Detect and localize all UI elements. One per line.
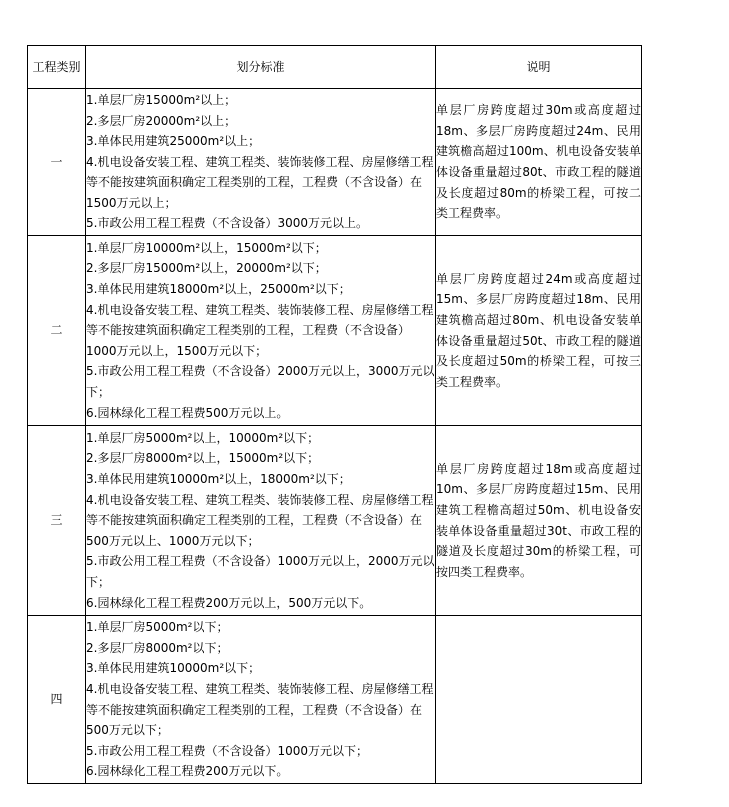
criteria-item: 5.市政公用工程工程费（不含设备）1000万元以上，2000万元以下； [86,554,435,589]
category-cell: 四 [28,616,86,784]
criteria-item: 1.单层厂房10000m²以上，15000m²以下； [86,240,327,255]
criteria-item: 5.市政公用工程工程费（不含设备）1000万元以下； [86,743,368,758]
criteria-item: 6.园林绿化工程工程费500万元以上。 [86,405,289,420]
category-cell: 二 [28,236,86,426]
header-note: 说明 [436,46,642,89]
criteria-item: 1.单层厂房5000m²以上，10000m²以下； [86,430,320,445]
criteria-item: 1.单层厂房15000m²以上； [86,92,237,107]
criteria-item: 4.机电设备安装工程、建筑工程类、装饰装修工程、房屋修缮工程等不能按建筑面积确定工程类别的工程，工程费（不含设备）在500万元以上、1000万元以下； [86,492,434,548]
table-row [28,616,642,784]
header-row [28,46,642,89]
criteria-item: 2.多层厂房8000m²以下； [86,640,229,655]
criteria-item: 2.多层厂房8000m²以上，15000m²以下； [86,451,320,466]
note-cell: 单层厂房跨度超过30m或高度超过18m、多层厂房跨度超过24m、民用建筑檐高超过100m、机电设备安装单体设备重量超过80t、市政工程的隧道及长度超过80m的桥梁工程，可按二类工程费率。 [436,89,642,236]
criteria-item: 6.园林绿化工程工程费200万元以下。 [86,764,289,779]
criteria-cell [86,426,436,616]
criteria-item: 6.园林绿化工程工程费200万元以上，500万元以下。 [86,595,372,610]
criteria-item: 5.市政公用工程工程费（不含设备）3000万元以上。 [86,216,368,231]
category-cell: 一 [28,89,86,236]
classification-table [27,45,642,784]
criteria-item: 1.单层厂房5000m²以下； [86,620,229,635]
criteria-item: 3.单体民用建筑10000m²以下； [86,661,261,676]
header-criteria: 划分标准 [86,46,436,89]
table-row [28,89,642,236]
criteria-cell [86,616,436,784]
table-row [28,236,642,426]
header-category: 工程类别 [28,46,86,89]
criteria-item: 4.机电设备安装工程、建筑工程类、装饰装修工程、房屋修缮工程等不能按建筑面积确定工程类别的工程，工程费（不含设备）在500万元以下； [86,681,434,738]
table-row [28,426,642,616]
criteria-item: 3.单体民用建筑18000m²以上，25000m²以下； [86,282,351,297]
criteria-item: 3.单体民用建筑25000m²以上； [86,134,261,149]
note-cell: 单层厂房跨度超过18m或高度超过10m、多层厂房跨度超过15m、民用建筑工程檐高超过50m、机电设备安装单体设备重量超过30t、市政工程的隧道及长度超过30m的桥梁工程，可按四类工程费率。 [436,426,642,616]
category-cell: 三 [28,426,86,616]
criteria-item: 4.机电设备安装工程、建筑工程类、装饰装修工程、房屋修缮工程等不能按建筑面积确定工程类别的工程，工程费（不含设备）在1500万元以上； [86,154,434,210]
note-cell [436,616,642,784]
criteria-item: 5.市政公用工程工程费（不含设备）2000万元以上，3000万元以下； [86,364,435,399]
criteria-item: 4.机电设备安装工程、建筑工程类、装饰装修工程、房屋修缮工程等不能按建筑面积确定工程类别的工程，工程费（不含设备）1000万元以上，1500万元以下； [86,302,434,358]
criteria-cell [86,236,436,426]
note-cell: 单层厂房跨度超过24m或高度超过15m、多层厂房跨度超过18m、民用建筑檐高超过80m、机电设备安装单体设备重量超过50t、市政工程的隧道及长度超过50m的桥梁工程，可按三类工程费率。 [436,236,642,426]
criteria-item: 2.多层厂房15000m²以上，20000m²以下； [86,261,327,276]
criteria-item: 2.多层厂房20000m²以上； [86,113,237,128]
criteria-cell [86,89,436,236]
criteria-item: 3.单体民用建筑10000m²以上，18000m²以下； [86,472,351,487]
